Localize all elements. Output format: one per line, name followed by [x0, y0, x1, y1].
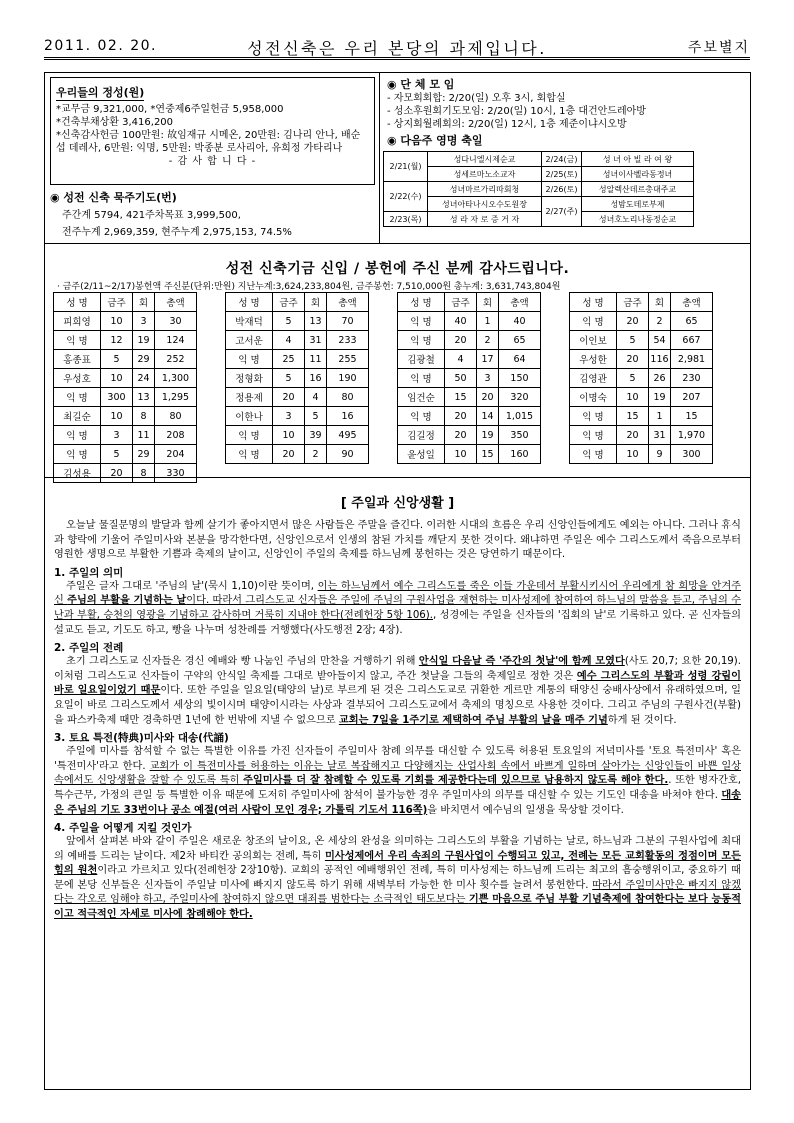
table-cell: 익 명 [398, 312, 445, 331]
table-row [398, 331, 541, 350]
table-cell: 19 [649, 388, 671, 407]
article [44, 478, 751, 1090]
table-cell: 16 [327, 407, 369, 426]
table-cell: 39 [305, 426, 327, 445]
table-row [570, 312, 713, 331]
column-header: 성 명 [54, 293, 101, 312]
table-cell: 5 [101, 445, 133, 464]
gift-line: *신축감사헌금 100만원: 故임재규 시메온, 20만원: 김나리 안나, 배순섭 데레사, 6만원: 익명, 5만원: 박종분 로사리아, 유희정 가타리나 [56, 130, 361, 154]
column-header: 성 명 [226, 293, 273, 312]
table-row [398, 445, 541, 464]
column-header: 금주 [617, 293, 649, 312]
table-cell: 익 명 [398, 407, 445, 426]
table-row [398, 312, 541, 331]
table-cell: 17 [477, 350, 499, 369]
table-cell: 1,295 [155, 388, 197, 407]
gift-title: 우리들의 정성(원) [56, 86, 145, 99]
table-cell: 15 [477, 445, 499, 464]
table-cell: 24 [133, 369, 155, 388]
section-title: 1. 주일의 의미 [54, 566, 124, 579]
table-row [570, 369, 713, 388]
table-cell: 8 [133, 407, 155, 426]
feast-saint: 성세르마노소교자 [428, 167, 542, 182]
table-cell: 피희영 [54, 312, 101, 331]
feast-date: 2/22(수) [384, 182, 428, 212]
left-column [45, 73, 380, 243]
feast-date: 2/21(월) [384, 152, 428, 182]
table-cell: 윤성일 [398, 445, 445, 464]
table-row [398, 350, 541, 369]
table-cell: 3 [477, 369, 499, 388]
feast-date: 2/23(목) [384, 212, 428, 227]
donation-title: 성전 신축기금 신입 / 봉헌에 주신 분께 감사드립니다. [225, 261, 570, 277]
table-cell: 5 [617, 369, 649, 388]
table-cell: 20 [445, 331, 477, 350]
table-row [226, 331, 369, 350]
feast-date: 2/27(주) [542, 197, 582, 227]
table-row [226, 426, 369, 445]
article-title: [ 주일과 신앙생활 ] [340, 496, 455, 511]
table-cell: 204 [155, 445, 197, 464]
page-title: 성전신축은 우리 본당의 과제입니다. [247, 39, 547, 58]
table-cell: 13 [133, 388, 155, 407]
feast-saint: 성밤도데로부제 [582, 197, 694, 212]
section-body: 주일은 글자 그대로 '주님의 날'(묵시 1,10)이란 뜻이며, 이는 하느님께서 예수 그리스도를 죽은 이들 가운데서 부활시키시어 우리에게 참 희망을 안겨주신 주님의 부활을 기념하는 날이다. 따라서 그리스도교 신자들은 주일에 주님의 구원사업을 재현하는 미사성제에 참여하여 하느님의 말씀을 듣고, 주님의 수난과 부활, 승천의 영광을 기념하고 감사하며 거룩히 지내야 한다(전례헌장 5항 106)., 성경에는 주일을 신자들의 '집회의 날'로 기록하고 있다. 곧 신자들의 설교도 듣고, 기도도 하고, 빵을 나누며 성찬례를 거행했다(사도행전 2장; 4장). [54, 580, 742, 636]
table-cell: 1,015 [499, 407, 541, 426]
table-cell: 20 [617, 426, 649, 445]
table-row [226, 407, 369, 426]
meeting-item: - 상지회월례회의: 2/20(일) 12시, 1층 제준이냐시오방 [387, 119, 627, 130]
table-cell: 10 [101, 369, 133, 388]
donation-box [44, 244, 751, 478]
table-cell: 박재덕 [226, 312, 273, 331]
table-cell: 3 [273, 407, 305, 426]
table-cell: 5 [273, 312, 305, 331]
table-cell: 50 [445, 369, 477, 388]
table-cell: 10 [101, 312, 133, 331]
table-cell: 김성용 [54, 464, 101, 483]
gift-box [50, 77, 375, 185]
table-cell: 14 [477, 407, 499, 426]
column-header: 금주 [445, 293, 477, 312]
table-cell: 65 [671, 312, 713, 331]
feasts-title: ◉ 다음주 영명 축일 [387, 134, 483, 147]
table-cell: 5 [305, 407, 327, 426]
table-cell: 252 [155, 350, 197, 369]
table-cell: 29 [133, 445, 155, 464]
feasts-table [383, 151, 694, 227]
table-cell: 20 [101, 464, 133, 483]
table-cell: 20 [273, 445, 305, 464]
table-cell: 20 [445, 407, 477, 426]
table-cell: 40 [499, 312, 541, 331]
meeting-item: - 자모회회합: 2/20(일) 오후 3시, 회합실 [387, 93, 566, 104]
table-cell: 2 [649, 312, 671, 331]
table-cell: 김길정 [398, 426, 445, 445]
table-cell: 익 명 [226, 426, 273, 445]
feast-saint: 성녀아타나시오수도원장 [428, 197, 542, 212]
table-cell: 3 [133, 312, 155, 331]
column-header: 회 [649, 293, 671, 312]
table-cell: 11 [305, 350, 327, 369]
table-cell: 300 [671, 445, 713, 464]
table-cell: 익 명 [398, 369, 445, 388]
feast-saint: 성녀이사벨라동정녀 [582, 167, 694, 182]
table-cell: 15 [445, 388, 477, 407]
table-cell: 4 [305, 388, 327, 407]
table-cell: 12 [101, 331, 133, 350]
section-title: 3. 토요 특전(特典)미사와 대송(代誦) [54, 732, 229, 745]
table-cell: 이한나 [226, 407, 273, 426]
table-cell: 160 [499, 445, 541, 464]
table-row [54, 445, 197, 464]
table-cell: 29 [133, 350, 155, 369]
table-cell: 26 [649, 369, 671, 388]
table-row [54, 388, 197, 407]
table-row [570, 331, 713, 350]
table-row [398, 369, 541, 388]
table-row [54, 426, 197, 445]
table-cell: 3 [101, 426, 133, 445]
table-cell: 20 [477, 388, 499, 407]
table-row [226, 312, 369, 331]
table-row [54, 312, 197, 331]
column-header: 회 [133, 293, 155, 312]
meetings-section [381, 73, 750, 151]
donation-table [225, 292, 369, 464]
rosary-box [50, 189, 375, 239]
table-cell: 31 [649, 426, 671, 445]
thanks-text: - 감 사 합 니 다 - [168, 156, 257, 167]
table-cell: 20 [617, 312, 649, 331]
feast-date: 2/25(토) [542, 167, 582, 182]
table-cell: 255 [327, 350, 369, 369]
page-header [44, 34, 750, 60]
feast-saint: 성다니엘시제순교 [428, 152, 542, 167]
table-cell: 8 [133, 464, 155, 483]
table-cell: 1 [649, 407, 671, 426]
table-cell: 65 [499, 331, 541, 350]
feast-saint: 성 녀 아 빌 라 여 왕 [582, 152, 694, 167]
donation-table [53, 292, 197, 483]
column-header: 금주 [273, 293, 305, 312]
table-cell: 10 [617, 388, 649, 407]
meeting-item: - 성소후원회기도모임: 2/20(일) 10시, 1층 대건안드레아방 [387, 106, 646, 117]
column-header: 총액 [499, 293, 541, 312]
table-row [570, 407, 713, 426]
table-cell: 2 [305, 445, 327, 464]
column-header: 성 명 [570, 293, 617, 312]
table-row [570, 388, 713, 407]
table-row [54, 407, 197, 426]
table-cell: 10 [101, 407, 133, 426]
table-cell: 20 [617, 350, 649, 369]
table-cell: 1 [477, 312, 499, 331]
table-cell: 익 명 [570, 312, 617, 331]
gift-line: *교무금 9,321,000, *연중제6주일헌금 5,958,000 [56, 104, 284, 115]
table-row [226, 369, 369, 388]
table-cell: 2 [477, 331, 499, 350]
table-cell: 19 [133, 331, 155, 350]
table-cell: 90 [327, 445, 369, 464]
section-title: 4. 주일을 어떻게 지킬 것인가 [54, 822, 192, 835]
table-row [398, 388, 541, 407]
table-cell: 10 [273, 426, 305, 445]
table-cell: 233 [327, 331, 369, 350]
table-cell: 익 명 [54, 445, 101, 464]
meetings-title: ◉ 단 체 모 임 [387, 78, 455, 91]
feast-saint: 성 라 자 로 증 거 자 [428, 212, 542, 227]
table-row [226, 350, 369, 369]
table-cell: 20 [273, 388, 305, 407]
table-cell: 5 [273, 369, 305, 388]
table-row [54, 331, 197, 350]
table-cell: 익 명 [570, 426, 617, 445]
table-cell: 80 [155, 407, 197, 426]
table-cell: 54 [649, 331, 671, 350]
table-cell: 300 [101, 388, 133, 407]
section-body: 주일에 미사를 참석할 수 없는 특별한 이유를 가진 신자들이 주일미사 참례 의무를 대신할 수 있도록 허용된 토요일의 저녁미사를 '토요 특전미사' 혹은 '특전미사'라고 한다. 교회가 이 특전미사를 허용하는 이유는 날로 복잡해지고 다양해지는 산업사회 속에서 바쁘게 일하며 살아가는 신앙인들이 바쁜 일상 속에서도 신앙생활을 잘할 수 있도록 특히 주일미사를 더 잘 참례할 수 있도록 기회를 제공한다는데 있으므로 남용하지 않도록 해야 한다.. 또한 병자간호, 특수근무, 가정의 큰일 등 특별한 이유 때문에 도저히 주일미사에 참석이 불가능한 경우 주일미사의 의무를 대신할 수 있는 기도인 대송을 바쳐야 한다. 대송은 주님의 기도 33번이나 공소 예절(여러 사람이 모인 경우; 가톨릭 기도서 116쪽)을 바치면서 예수님의 일생을 묵상할 것이다. [54, 746, 742, 816]
table-cell: 20 [445, 426, 477, 445]
table-cell: 1,300 [155, 369, 197, 388]
table-cell: 11 [133, 426, 155, 445]
bulletin-label: 주보별지 [687, 40, 750, 56]
table-cell: 1,970 [671, 426, 713, 445]
table-cell: 우성호 [54, 369, 101, 388]
table-cell: 익 명 [226, 445, 273, 464]
table-cell: 495 [327, 426, 369, 445]
column-header: 회 [477, 293, 499, 312]
feast-date: 2/26(토) [542, 182, 582, 197]
table-cell: 고서운 [226, 331, 273, 350]
table-cell: 익 명 [570, 445, 617, 464]
article-intro: 오늘날 물질문명의 발달과 함께 살기가 좋아지면서 많은 사람들은 주말을 즐긴다. 이러한 시대의 흐름은 우리 신앙인들에게도 예외는 아니다. 그러나 휴식과 향락에 기울어 주일미사와 본분을 망각한다면, 신앙인으로서 인생의 참된 가치를 깨닫지 못한 것이다. 왜냐하면 주일은 예수 그리스도께서 죽음으로부터 영원한 생명으로 부활한 기쁨과 축제의 날이고, 신앙인이 주일의 축제를 하느님께 봉헌하는 것은 당연하기 때문이다. [54, 520, 741, 561]
table-cell: 4 [273, 331, 305, 350]
table-row [54, 369, 197, 388]
table-cell: 10 [445, 445, 477, 464]
column-header: 금주 [101, 293, 133, 312]
table-cell: 16 [305, 369, 327, 388]
column-header: 성 명 [398, 293, 445, 312]
info-box [44, 72, 751, 244]
table-cell: 우성한 [570, 350, 617, 369]
table-cell: 9 [649, 445, 671, 464]
table-cell: 150 [499, 369, 541, 388]
table-cell: 정형화 [226, 369, 273, 388]
table-row [226, 445, 369, 464]
feast-saint: 성녀호노리나동정순교 [582, 212, 694, 227]
table-cell: 익 명 [54, 331, 101, 350]
table-cell: 31 [305, 331, 327, 350]
feast-saint: 성녀마르가리따회청 [428, 182, 542, 197]
table-cell: 홍종표 [54, 350, 101, 369]
table-row [398, 407, 541, 426]
table-cell: 이명숙 [570, 388, 617, 407]
table-cell: 익 명 [398, 331, 445, 350]
table-cell: 64 [499, 350, 541, 369]
table-row [570, 350, 713, 369]
table-cell: 4 [445, 350, 477, 369]
table-cell: 13 [305, 312, 327, 331]
table-cell: 116 [649, 350, 671, 369]
table-row [570, 445, 713, 464]
rosary-title: ◉ 성전 신축 묵주기도(번) [50, 191, 177, 204]
gift-line: *건축부채상환 3,416,200 [56, 117, 174, 128]
section-title: 2. 주일의 전례 [54, 642, 124, 655]
issue-date: 2011. 02. 20. [44, 38, 158, 54]
donation-summary: · 금주(2/11~2/17)봉헌액 주신분(단위:만원) 지난누계:3,624,233,804원, 금주봉헌: 7,510,000원 총누계: 3,631,743,804원 [57, 282, 561, 292]
right-column [381, 73, 750, 243]
column-header: 회 [305, 293, 327, 312]
feast-saint: 성알렉산데르총대주교 [582, 182, 694, 197]
table-row [54, 350, 197, 369]
table-row [398, 426, 541, 445]
table-cell: 667 [671, 331, 713, 350]
donation-table [397, 292, 541, 464]
section-body: 앞에서 살펴본 바와 같이 주일은 새로운 창조의 날이요, 온 세상의 완성을 의미하는 그리스도의 부활을 기념하는 날로, 하느님과 그분의 구원사업에 최대의 예배를 드리는 날이다. 제2차 바티칸 공의회는 전례, 특히 미사성제에서 우리 속죄의 구원사업이 수행되고 있고, 전례는 모든 교회활동의 정점이며 모든 힘의 원천이라고 가르치고 있다(전례헌장 2장10항). 교회의 공적인 예배행위인 전례, 특히 미사성제는 하느님께 드리는 최고의 흠숭행위이고, 중요하기 때문에 본당 신부들은 신자들이 주일날 미사에 빠지지 않도록 하기 위해 새벽부터 가능한 한 미사 횟수를 늘려서 봉헌한다. 따라서 주일미사만은 빠지지 않겠다는 각오로 임해야 하고, 주일미사에 참여하지 않으면 대죄를 범한다는 소극적인 태도보다는 기쁜 마음으로 주님 부활 기념축제에 참여한다는 보다 능동적이고 적극적인 자세로 미사에 참례해야 한다. [54, 836, 741, 921]
table-cell: 5 [617, 331, 649, 350]
donation-table [569, 292, 713, 464]
column-header: 총액 [671, 293, 713, 312]
rosary-line: 주간계 5794, 421주차목표 3,999,500, [62, 210, 241, 221]
table-cell: 25 [273, 350, 305, 369]
table-cell: 330 [155, 464, 197, 483]
table-cell: 19 [477, 426, 499, 445]
table-cell: 김영관 [570, 369, 617, 388]
table-cell: 40 [445, 312, 477, 331]
table-row [226, 388, 369, 407]
table-cell: 익 명 [54, 388, 101, 407]
table-cell: 15 [671, 407, 713, 426]
table-cell: 207 [671, 388, 713, 407]
table-cell: 15 [617, 407, 649, 426]
table-cell: 70 [327, 312, 369, 331]
table-cell: 익 명 [226, 350, 273, 369]
table-cell: 30 [155, 312, 197, 331]
table-cell: 5 [101, 350, 133, 369]
table-cell: 208 [155, 426, 197, 445]
table-cell: 익 명 [570, 407, 617, 426]
table-cell: 124 [155, 331, 197, 350]
table-cell: 2,981 [671, 350, 713, 369]
table-cell: 김광철 [398, 350, 445, 369]
column-header: 총액 [155, 293, 197, 312]
table-cell: 임건순 [398, 388, 445, 407]
table-cell: 80 [327, 388, 369, 407]
table-cell: 190 [327, 369, 369, 388]
table-row [570, 426, 713, 445]
table-cell: 익 명 [54, 426, 101, 445]
feast-date: 2/24(금) [542, 152, 582, 167]
table-cell: 정용제 [226, 388, 273, 407]
section-body: 초기 그리스도교 신자들은 경신 예배와 빵 나눔인 주님의 만찬을 거행하기 위해 안식일 다음날 즉 '주간의 첫날'에 함께 모였다(사도 20,7; 요한 20,19). 이처럼 그리스도교 신자들이 구약의 안식일 축제를 그대로 받아들이지 않고, 주간 첫날을 그들의 축제일로 정한 것은 예수 그리스도의 부활과 성령 강림이 바로 일요일이었기 때문이다. 또한 주일을 일요일(태양의 날)로 부르게 된 것은 그리스도교로 귀환한 게르만 계통의 태양신 숭배사상에서 유래하였으며, 일요일이 바로 그리스도께서 세상의 빛이시며 태양이시라는 사상과 결부되어 그리스도교에서 축제의 명칭으로 사용한 것이다. 그리고 주님의 구원사건(부활)을 파스카축제 때만 경축하면 1년에 한 번밖에 지낼 수 없으므로 교회는 7일을 1주기로 제택하여 주님 부활의 날을 매주 기념하게 된 것이다. [54, 656, 742, 726]
table-cell: 320 [499, 388, 541, 407]
table-cell: 230 [671, 369, 713, 388]
table-cell: 350 [499, 426, 541, 445]
table-cell: 이인보 [570, 331, 617, 350]
table-cell: 최길순 [54, 407, 101, 426]
column-header: 총액 [327, 293, 369, 312]
rosary-line: 전주누계 2,969,359, 현주누계 2,975,153, 74.5% [62, 227, 292, 238]
table-cell: 10 [617, 445, 649, 464]
